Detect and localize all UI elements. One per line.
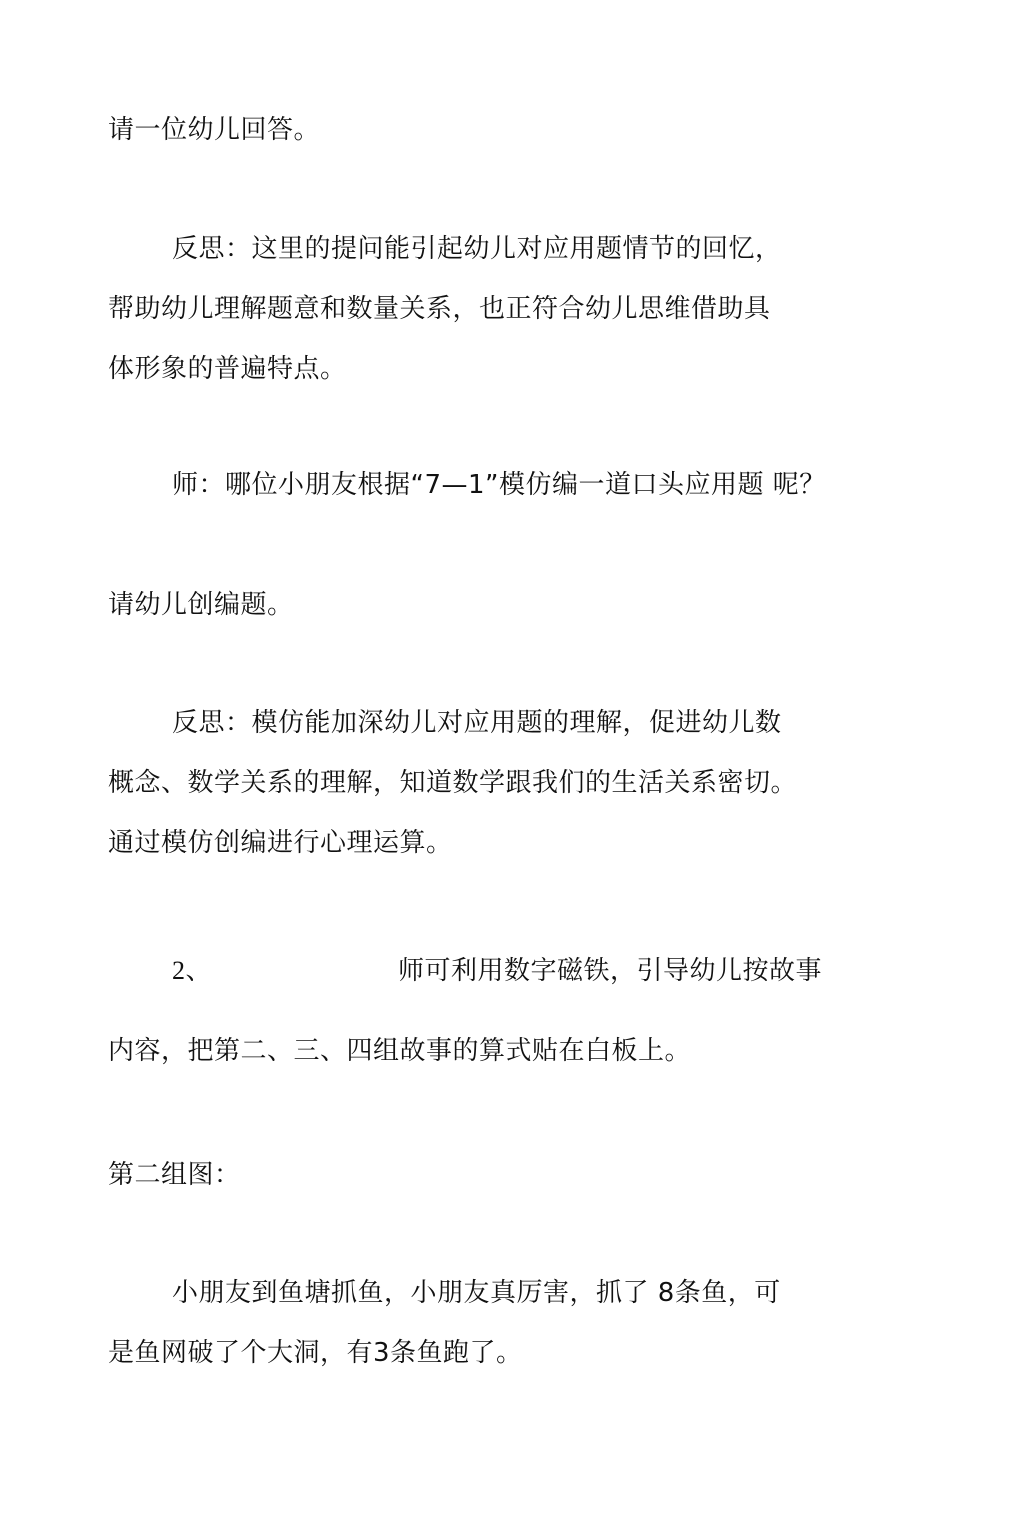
paragraph-line: 师：哪位小朋友根据“7—1”模仿编一道口头应用题 呢？ [172, 470, 826, 500]
paragraph-line: 概念、数学关系的理解，知道数学跟我们的生活关系密切。 [108, 768, 798, 798]
paragraph-line: 小朋友到鱼塘抓鱼，小朋友真厉害，抓了 8条鱼，可 [172, 1278, 781, 1308]
paragraph-line: 帮助幼儿理解题意和数量关系，也正符合幼儿思维借助具 [108, 294, 771, 324]
paragraph-line: 请幼儿创编题。 [108, 590, 294, 620]
paragraph-line: 是鱼网破了个大洞，有3条鱼跑了。 [108, 1338, 523, 1368]
list-number: 2、 [172, 956, 213, 985]
paragraph-line: 请一位幼儿回答。 [108, 115, 321, 145]
paragraph-line: 内容，把第二、三、四组故事的算式贴在白板上。 [108, 1036, 692, 1066]
paragraph-line: 通过模仿创编进行心理运算。 [108, 828, 453, 858]
paragraph-line: 体形象的普遍特点。 [108, 354, 347, 384]
paragraph-line: 师可利用数字磁铁，引导幼儿按故事 [398, 956, 823, 986]
paragraph-line: 反思：模仿能加深幼儿对应用题的理解，促进幼儿数 [172, 708, 782, 738]
paragraph-line: 反思：这里的提问能引起幼儿对应用题情节的回忆， [172, 234, 782, 264]
section-heading: 第二组图： [108, 1160, 241, 1190]
